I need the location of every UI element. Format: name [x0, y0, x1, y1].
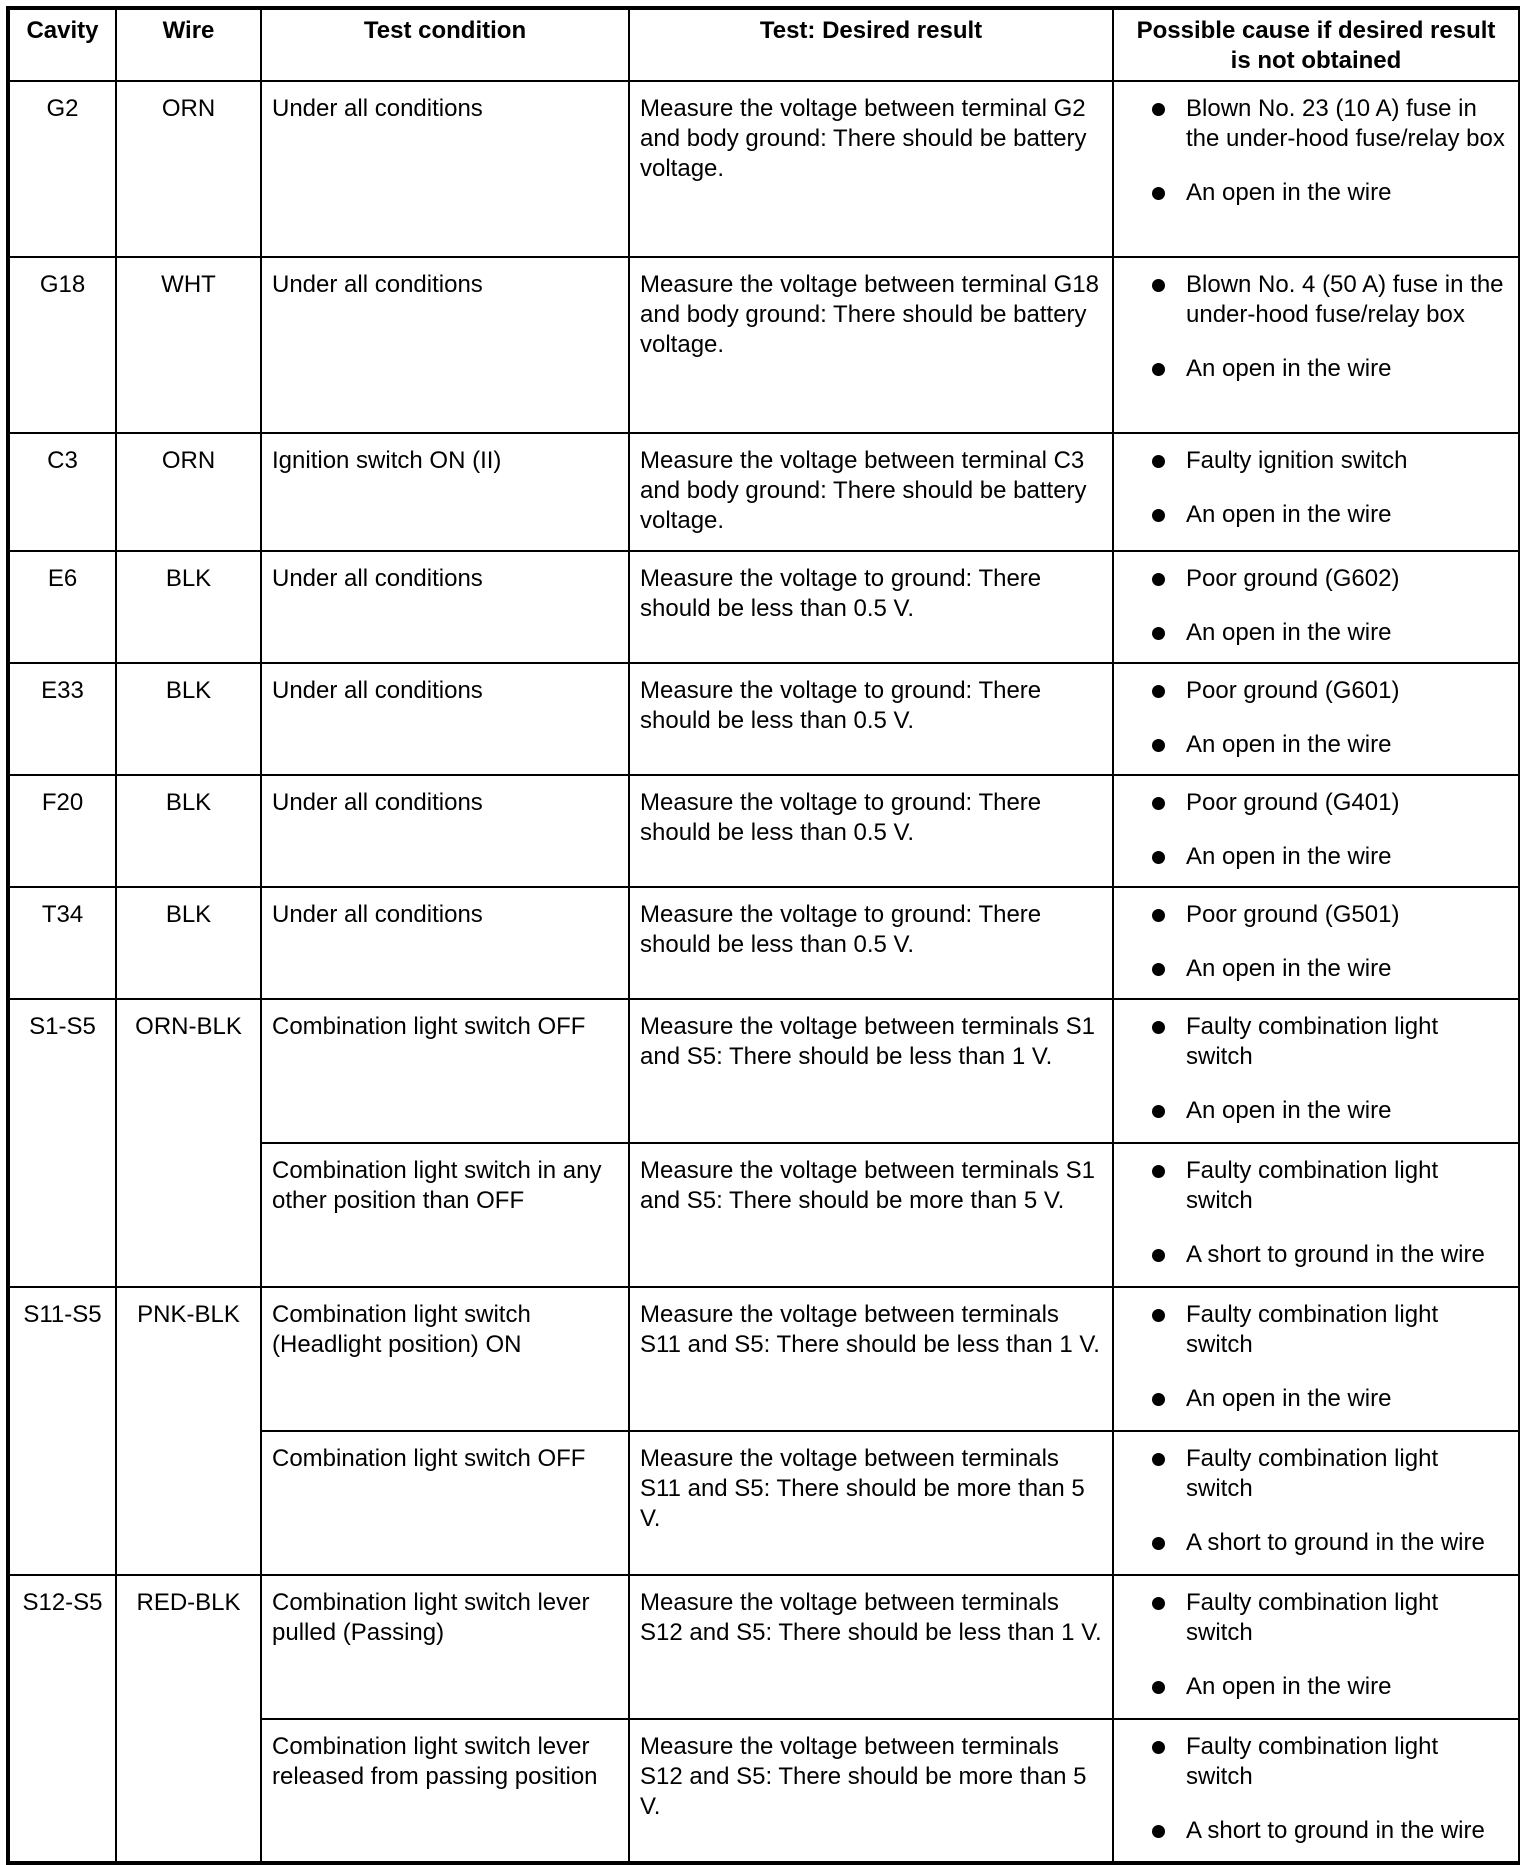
cause-item	[1142, 94, 1508, 154]
cause-item	[1142, 676, 1508, 706]
cause-list	[1124, 1732, 1508, 1846]
bullet-icon	[1152, 1249, 1165, 1262]
cause-text: Faulty combination light switch	[1186, 1013, 1439, 1070]
cause-item	[1142, 1240, 1508, 1270]
cause-text: Poor ground (G401)	[1186, 789, 1400, 816]
bullet-icon	[1152, 573, 1165, 586]
possible-cause-cell	[1113, 1431, 1520, 1575]
test-condition-cell: Combination light switch OFF	[261, 1431, 629, 1575]
header-wire: Wire	[116, 8, 261, 81]
bullet-icon	[1152, 1825, 1165, 1838]
test-condition-cell: Under all conditions	[261, 887, 629, 999]
bullet-icon	[1152, 1165, 1165, 1178]
cause-text: An open in the wire	[1186, 843, 1392, 870]
test-condition-cell: Combination light switch OFF	[261, 999, 629, 1143]
cause-text: Poor ground (G501)	[1186, 901, 1400, 928]
header-row	[8, 8, 1520, 81]
cause-list	[1124, 1444, 1508, 1558]
cavity-cell: G2	[8, 81, 116, 257]
cause-list	[1124, 270, 1508, 384]
cavity-cell: G18	[8, 257, 116, 433]
bullet-icon	[1152, 1309, 1165, 1322]
cause-list	[1124, 1156, 1508, 1270]
cause-list	[1124, 94, 1508, 208]
test-condition-cell: Combination light switch lever released from passing position	[261, 1719, 629, 1863]
table-row	[8, 887, 1520, 999]
wire-cell: BLK	[116, 775, 261, 887]
cause-item	[1142, 788, 1508, 818]
cause-item	[1142, 618, 1508, 648]
cause-item	[1142, 446, 1508, 476]
bullet-icon	[1152, 187, 1165, 200]
cause-text: Faulty combination light switch	[1186, 1301, 1439, 1358]
table-row	[8, 81, 1520, 257]
test-condition-cell: Under all conditions	[261, 775, 629, 887]
possible-cause-cell	[1113, 1287, 1520, 1431]
desired-result-cell: Measure the voltage between terminals S11 and S5: There should be more than 5 V.	[629, 1431, 1113, 1575]
desired-result-cell: Measure the voltage to ground: There should be less than 0.5 V.	[629, 551, 1113, 663]
bullet-icon	[1152, 1393, 1165, 1406]
wire-cell: RED-BLK	[116, 1575, 261, 1863]
desired-result-cell: Measure the voltage to ground: There should be less than 0.5 V.	[629, 775, 1113, 887]
bullet-icon	[1152, 1741, 1165, 1754]
cause-item	[1142, 1012, 1508, 1072]
wire-cell: ORN	[116, 433, 261, 551]
cause-text: A short to ground in the wire	[1186, 1241, 1485, 1268]
cause-item	[1142, 1384, 1508, 1414]
table-row	[8, 999, 1520, 1143]
cause-item	[1142, 270, 1508, 330]
cavity-cell: T34	[8, 887, 116, 999]
cause-list	[1124, 564, 1508, 648]
cause-text: Faulty combination light switch	[1186, 1589, 1439, 1646]
bullet-icon	[1152, 1537, 1165, 1550]
cause-text: Faulty ignition switch	[1186, 447, 1408, 474]
cause-text: A short to ground in the wire	[1186, 1529, 1485, 1556]
test-condition-cell: Under all conditions	[261, 551, 629, 663]
bullet-icon	[1152, 1021, 1165, 1034]
cause-item	[1142, 1444, 1508, 1504]
cavity-cell: F20	[8, 775, 116, 887]
cause-item	[1142, 730, 1508, 760]
bullet-icon	[1152, 739, 1165, 752]
bullet-icon	[1152, 363, 1165, 376]
cause-item	[1142, 500, 1508, 530]
table-row	[8, 551, 1520, 663]
cavity-cell: E33	[8, 663, 116, 775]
cause-text: Blown No. 23 (10 A) fuse in the under-hood fuse/relay box	[1186, 95, 1505, 152]
wire-cell: WHT	[116, 257, 261, 433]
cause-text: Faulty combination light switch	[1186, 1733, 1439, 1790]
cavity-cell: S12-S5	[8, 1575, 116, 1863]
possible-cause-cell	[1113, 663, 1520, 775]
bullet-icon	[1152, 963, 1165, 976]
test-condition-cell: Combination light switch (Headlight position) ON	[261, 1287, 629, 1431]
wire-cell: BLK	[116, 887, 261, 999]
cause-text: An open in the wire	[1186, 619, 1392, 646]
test-condition-cell: Combination light switch lever pulled (Passing)	[261, 1575, 629, 1719]
bullet-icon	[1152, 103, 1165, 116]
possible-cause-cell	[1113, 257, 1520, 433]
table-row	[8, 1575, 1520, 1719]
table-row	[8, 433, 1520, 551]
bullet-icon	[1152, 851, 1165, 864]
bullet-icon	[1152, 627, 1165, 640]
cause-text: An open in the wire	[1186, 1097, 1392, 1124]
desired-result-cell: Measure the voltage between terminal C3 and body ground: There should be battery voltage.	[629, 433, 1113, 551]
cause-list	[1124, 1012, 1508, 1126]
desired-result-cell: Measure the voltage between terminal G2 and body ground: There should be battery voltage.	[629, 81, 1113, 257]
cavity-cell: C3	[8, 433, 116, 551]
test-condition-cell: Under all conditions	[261, 81, 629, 257]
table-row	[8, 257, 1520, 433]
cause-item	[1142, 1732, 1508, 1792]
cause-list	[1124, 446, 1508, 530]
table-row	[8, 1287, 1520, 1431]
cause-item	[1142, 842, 1508, 872]
cause-text: Poor ground (G601)	[1186, 677, 1400, 704]
cause-list	[1124, 676, 1508, 760]
bullet-icon	[1152, 279, 1165, 292]
cavity-cell: S1-S5	[8, 999, 116, 1287]
desired-result-cell: Measure the voltage between terminals S12 and S5: There should be more than 5 V.	[629, 1719, 1113, 1863]
possible-cause-cell	[1113, 551, 1520, 663]
possible-cause-cell	[1113, 999, 1520, 1143]
desired-result-cell: Measure the voltage to ground: There should be less than 0.5 V.	[629, 887, 1113, 999]
cause-text: An open in the wire	[1186, 731, 1392, 758]
cause-text: Faulty combination light switch	[1186, 1157, 1439, 1214]
possible-cause-cell	[1113, 81, 1520, 257]
header-desired-result: Test: Desired result	[629, 8, 1113, 81]
table-body	[8, 81, 1520, 1863]
cause-item	[1142, 1588, 1508, 1648]
test-condition-cell: Combination light switch in any other position than OFF	[261, 1143, 629, 1287]
wire-cell: BLK	[116, 551, 261, 663]
cause-list	[1124, 1588, 1508, 1702]
bullet-icon	[1152, 1597, 1165, 1610]
test-condition-cell: Ignition switch ON (II)	[261, 433, 629, 551]
bullet-icon	[1152, 1453, 1165, 1466]
cause-item	[1142, 1156, 1508, 1216]
terminal-test-table	[6, 6, 1520, 1865]
possible-cause-cell	[1113, 775, 1520, 887]
cause-item	[1142, 954, 1508, 984]
cavity-cell: S11-S5	[8, 1287, 116, 1575]
header-possible-cause: Possible cause if desired result is not obtained	[1113, 8, 1520, 81]
bullet-icon	[1152, 1105, 1165, 1118]
cause-text: An open in the wire	[1186, 1385, 1392, 1412]
cause-list	[1124, 900, 1508, 984]
cause-text: An open in the wire	[1186, 501, 1392, 528]
cause-text: Faulty combination light switch	[1186, 1445, 1439, 1502]
desired-result-cell: Measure the voltage between terminals S1 and S5: There should be more than 5 V.	[629, 1143, 1113, 1287]
cause-text: An open in the wire	[1186, 1673, 1392, 1700]
desired-result-cell: Measure the voltage to ground: There should be less than 0.5 V.	[629, 663, 1113, 775]
bullet-icon	[1152, 909, 1165, 922]
cause-item	[1142, 900, 1508, 930]
bullet-icon	[1152, 509, 1165, 522]
cause-text: Blown No. 4 (50 A) fuse in the under-hood fuse/relay box	[1186, 271, 1504, 328]
wire-cell: BLK	[116, 663, 261, 775]
header-cavity: Cavity	[8, 8, 116, 81]
cause-item	[1142, 564, 1508, 594]
cause-text: Poor ground (G602)	[1186, 565, 1400, 592]
cause-item	[1142, 178, 1508, 208]
cause-list	[1124, 1300, 1508, 1414]
wire-cell: ORN-BLK	[116, 999, 261, 1287]
cavity-cell: E6	[8, 551, 116, 663]
possible-cause-cell	[1113, 887, 1520, 999]
desired-result-cell: Measure the voltage between terminals S12 and S5: There should be less than 1 V.	[629, 1575, 1113, 1719]
cause-text: An open in the wire	[1186, 355, 1392, 382]
cause-item	[1142, 354, 1508, 384]
desired-result-cell: Measure the voltage between terminals S1 and S5: There should be less than 1 V.	[629, 999, 1113, 1143]
test-condition-cell: Under all conditions	[261, 257, 629, 433]
wire-cell: PNK-BLK	[116, 1287, 261, 1575]
wire-cell: ORN	[116, 81, 261, 257]
table-row	[8, 775, 1520, 887]
header-test-condition: Test condition	[261, 8, 629, 81]
cause-text: An open in the wire	[1186, 955, 1392, 982]
bullet-icon	[1152, 1681, 1165, 1694]
cause-item	[1142, 1672, 1508, 1702]
cause-item	[1142, 1096, 1508, 1126]
desired-result-cell: Measure the voltage between terminal G18 and body ground: There should be battery voltage.	[629, 257, 1113, 433]
possible-cause-cell	[1113, 1143, 1520, 1287]
possible-cause-cell	[1113, 1575, 1520, 1719]
desired-result-cell: Measure the voltage between terminals S11 and S5: There should be less than 1 V.	[629, 1287, 1113, 1431]
table-row	[8, 663, 1520, 775]
cause-item	[1142, 1528, 1508, 1558]
cause-item	[1142, 1816, 1508, 1846]
cause-list	[1124, 788, 1508, 872]
cause-item	[1142, 1300, 1508, 1360]
bullet-icon	[1152, 797, 1165, 810]
cause-text: A short to ground in the wire	[1186, 1817, 1485, 1844]
possible-cause-cell	[1113, 1719, 1520, 1863]
bullet-icon	[1152, 685, 1165, 698]
cause-text: An open in the wire	[1186, 179, 1392, 206]
possible-cause-cell	[1113, 433, 1520, 551]
test-condition-cell: Under all conditions	[261, 663, 629, 775]
bullet-icon	[1152, 455, 1165, 468]
